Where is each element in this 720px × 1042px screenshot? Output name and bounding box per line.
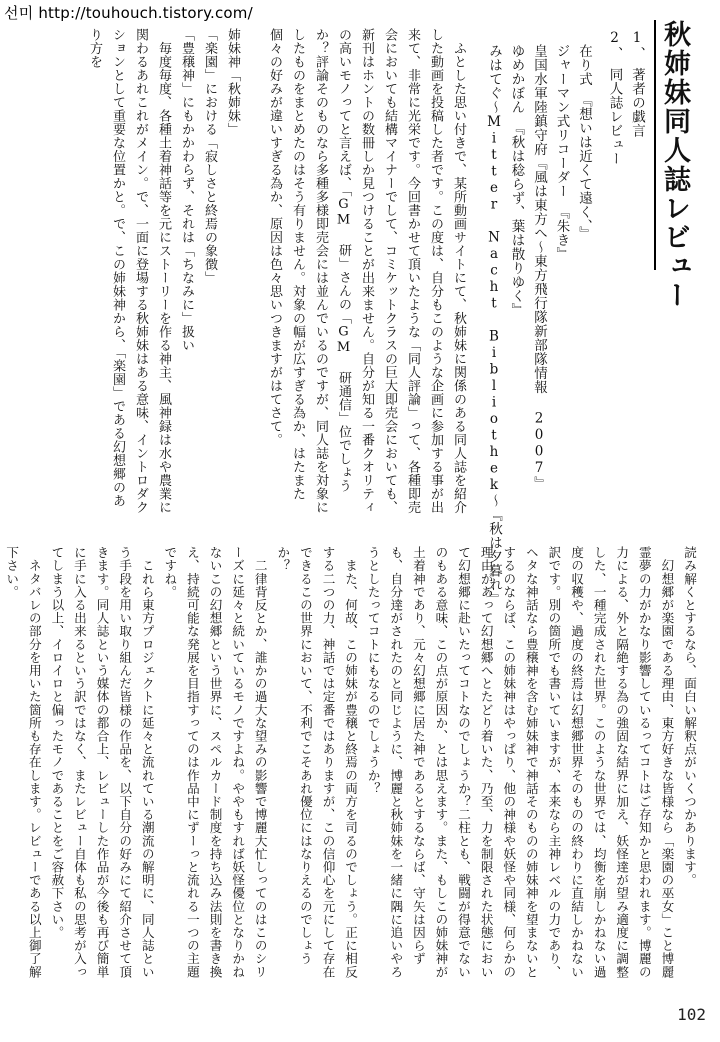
reference-item: みはてぐ〜Mitter Nacht Bibliothek〜『秋は夕暮れ』 (486, 30, 502, 606)
reference-list (480, 30, 648, 606)
page-number: 102 (677, 1005, 706, 1024)
page-title: 秋姉妹同人誌レビュー (654, 20, 694, 270)
upper-body-text: ふとした思い付きで、某所動画サイトにて、秋姉妹に関係のある同人誌を紹介した動画を投稿した者です。この度は、自分もこのような企画に参加する事が出来て、非常に光栄です。今回書かせて頂いたような「同人評論」って、各種即売会においても結構マイナーでして、コミケットクラスの巨大即売会においても、新刊はホントの数冊しか見つけることが出来ません。自分が知る一番クオリティの高いモノってと言えば、「GM 研」さんの「GM 研通信」位でしょうか？評論そのものなら多種多様即売会には並んでいるのですが、同人誌を対象にしたものをまとめたのはそう有りません。対象の幅が広すぎる為か、はたまた個々の好みが違いすぎる為か、原因は色々思いつきますがはてさて。 (267, 28, 466, 514)
watermark: 선미 http://touhouch.tistory.com/ (4, 4, 253, 22)
reference-item: ジャーマン式リコーダー 『朱き』 (553, 30, 570, 262)
reference-item: 皇国水軍陸鎮守府『風は東方へ〜東方飛行隊新部隊情報 2007』 (531, 30, 547, 491)
reference-item: 在り式 『想いは近くて遠く、』 (576, 30, 592, 241)
reference-item: 2、 同人誌レビュー (606, 30, 623, 166)
upper-left-text: 姉妹神「秋姉妹」 「楽園」における「寂しさと終焉の象徴」 「豊穣神」にもかかわらず、それは「ちなみに」扱い 毎度毎度、各種土着神話等を元にストーリーを作る神主、風神録は水や農業に関わるあれこれがメイン。で、一面に登場する秋姉妹はある意味、イントロダクションとして重要な位置かと。で、この姉妹神から、「楽園」である幻想郷のあり方を (87, 28, 240, 514)
lower-body-text: 読み解くとするなら、面白い解釈点がいくつかあります。 幻想郷が楽園である理由、東方好きな皆様なら「楽園の巫女」こと博麗 霊夢の力がかなり影響しているってコトはご存知かと思われます。博麗の力による、外と隔絶する為の強固な結界に加え、妖怪達が望み適度に調整した、一種完成された世界。このような世界では、均衡を崩しかねない過度の収穫や、過度の終焉は幻想郷世界そのものの終わりに直結しかねない訳です。別の箇所でも書いていますが、本来なら主神レベルの力であり、ヘタな神話なら豊穣神を含む姉妹神で神話そのものの姉妹神を望まないとするのならば、この姉妹神はやっぱり、他の神様や妖怪や同様、何らかの理由があって幻想郷へとたどり着いた、乃至、力を制限された状態において幻想郷に赴いたってコトなのでしょうか？二柱とも、戦闘が得意でないのもある意味、この点が原因か、とは思えます。また、もしこの姉妹神が土着神であり、元々幻想郷に居た神であるとするならば、守矢は因らずも、自分達がされたのと同じように、博麗と秋姉妹を一緒に隅に追いやろうとしたってコトにもなるのでしょうか？ また、何故、この姉妹が豊穣と終焉の両方を司るのでしょう。正に相反する二つの力、神話では定番ではありますが、この信仰心を元にして存在できるこの世界において、不利でこそあれ優位にはなりえるのでしょうか？ 二律背反とか、誰かの過大な望みの影響で博麗大忙しってのはこのシリーズに延々と続いているモノですよね。ややもすれば妖怪優位となりかねないこの幻想郷という世界に、スペルカード制度を持ち込み法則を書き換え、持続可能な発展を目指すってのは作品中にずーっと流れる一つの主題ですね。 これら東方プロジェクトに延々と流れている潮流の解明に、同人誌という手段を用い取り組んだ皆様の作品を、以下自分の好みにて紹介させて頂きます。同人誌という媒体の都合上、レビューした作品が今後も再び簡単に手に入る出来るという訳ではなく、またレビュー自体も私の思考が入ってしまう以上、イロイロと偏ったモノであることをご容赦下さい。 ネタバレの部分を用いた箇所も存在します。レビューである以上御了解下さい。 (4, 546, 697, 979)
reference-item: 1、 著者の戯言 (629, 30, 645, 138)
reference-item: ゆめかぼん 『秋は稔らず、葉は散りゆく』 (508, 30, 525, 318)
